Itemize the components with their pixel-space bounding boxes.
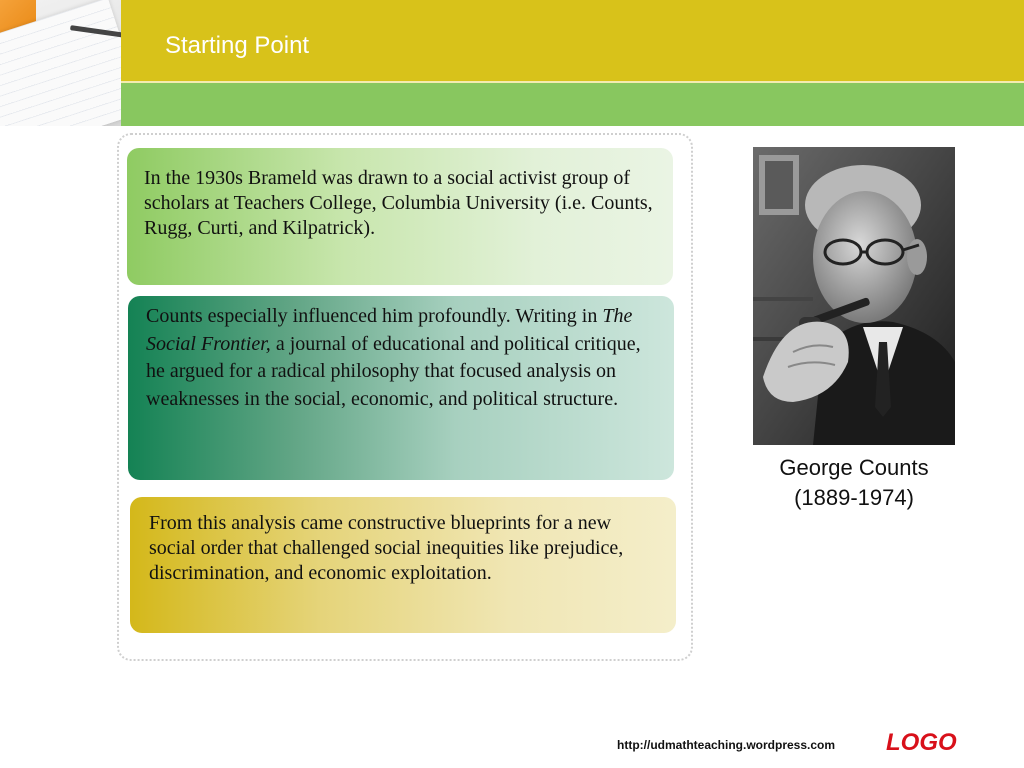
box2-paragraph bbox=[146, 303, 654, 413]
text-box-blueprints bbox=[130, 497, 676, 633]
slide-title: Starting Point bbox=[165, 32, 310, 59]
header-subbar bbox=[121, 83, 1024, 126]
portrait-caption bbox=[753, 453, 955, 513]
logo: LOGO bbox=[886, 729, 957, 756]
box2-text-after: a journal of educational and political critique, he argued for a radical philosophy that focused analysis on weaknesses in the social, economic, and political structure. bbox=[146, 332, 641, 410]
portrait-name: George Counts bbox=[779, 455, 929, 480]
portrait-illustration bbox=[753, 147, 955, 445]
footer-url[interactable]: http://udmathteaching.wordpress.com bbox=[617, 738, 836, 752]
box3-text: From this analysis came constructive blueprints for a new social order that challenged social inequities like prejudice, discrimination, and economic exploitation. bbox=[149, 512, 624, 584]
portrait-years: (1889-1974) bbox=[794, 485, 914, 510]
journal-title: The Social Frontier, bbox=[146, 305, 633, 355]
portrait-photo bbox=[753, 147, 955, 445]
text-box-brameld bbox=[127, 148, 673, 285]
box2-text-before: Counts especially influenced him profoundly. Writing in bbox=[146, 305, 603, 327]
header-photo bbox=[0, 0, 121, 126]
box1-text: In the 1930s Brameld was drawn to a social activist group of scholars at Teachers College, Columbia University (i.e. Counts, Rugg, Curti, and Kilpatrick). bbox=[144, 167, 653, 239]
text-box-counts bbox=[128, 296, 674, 480]
